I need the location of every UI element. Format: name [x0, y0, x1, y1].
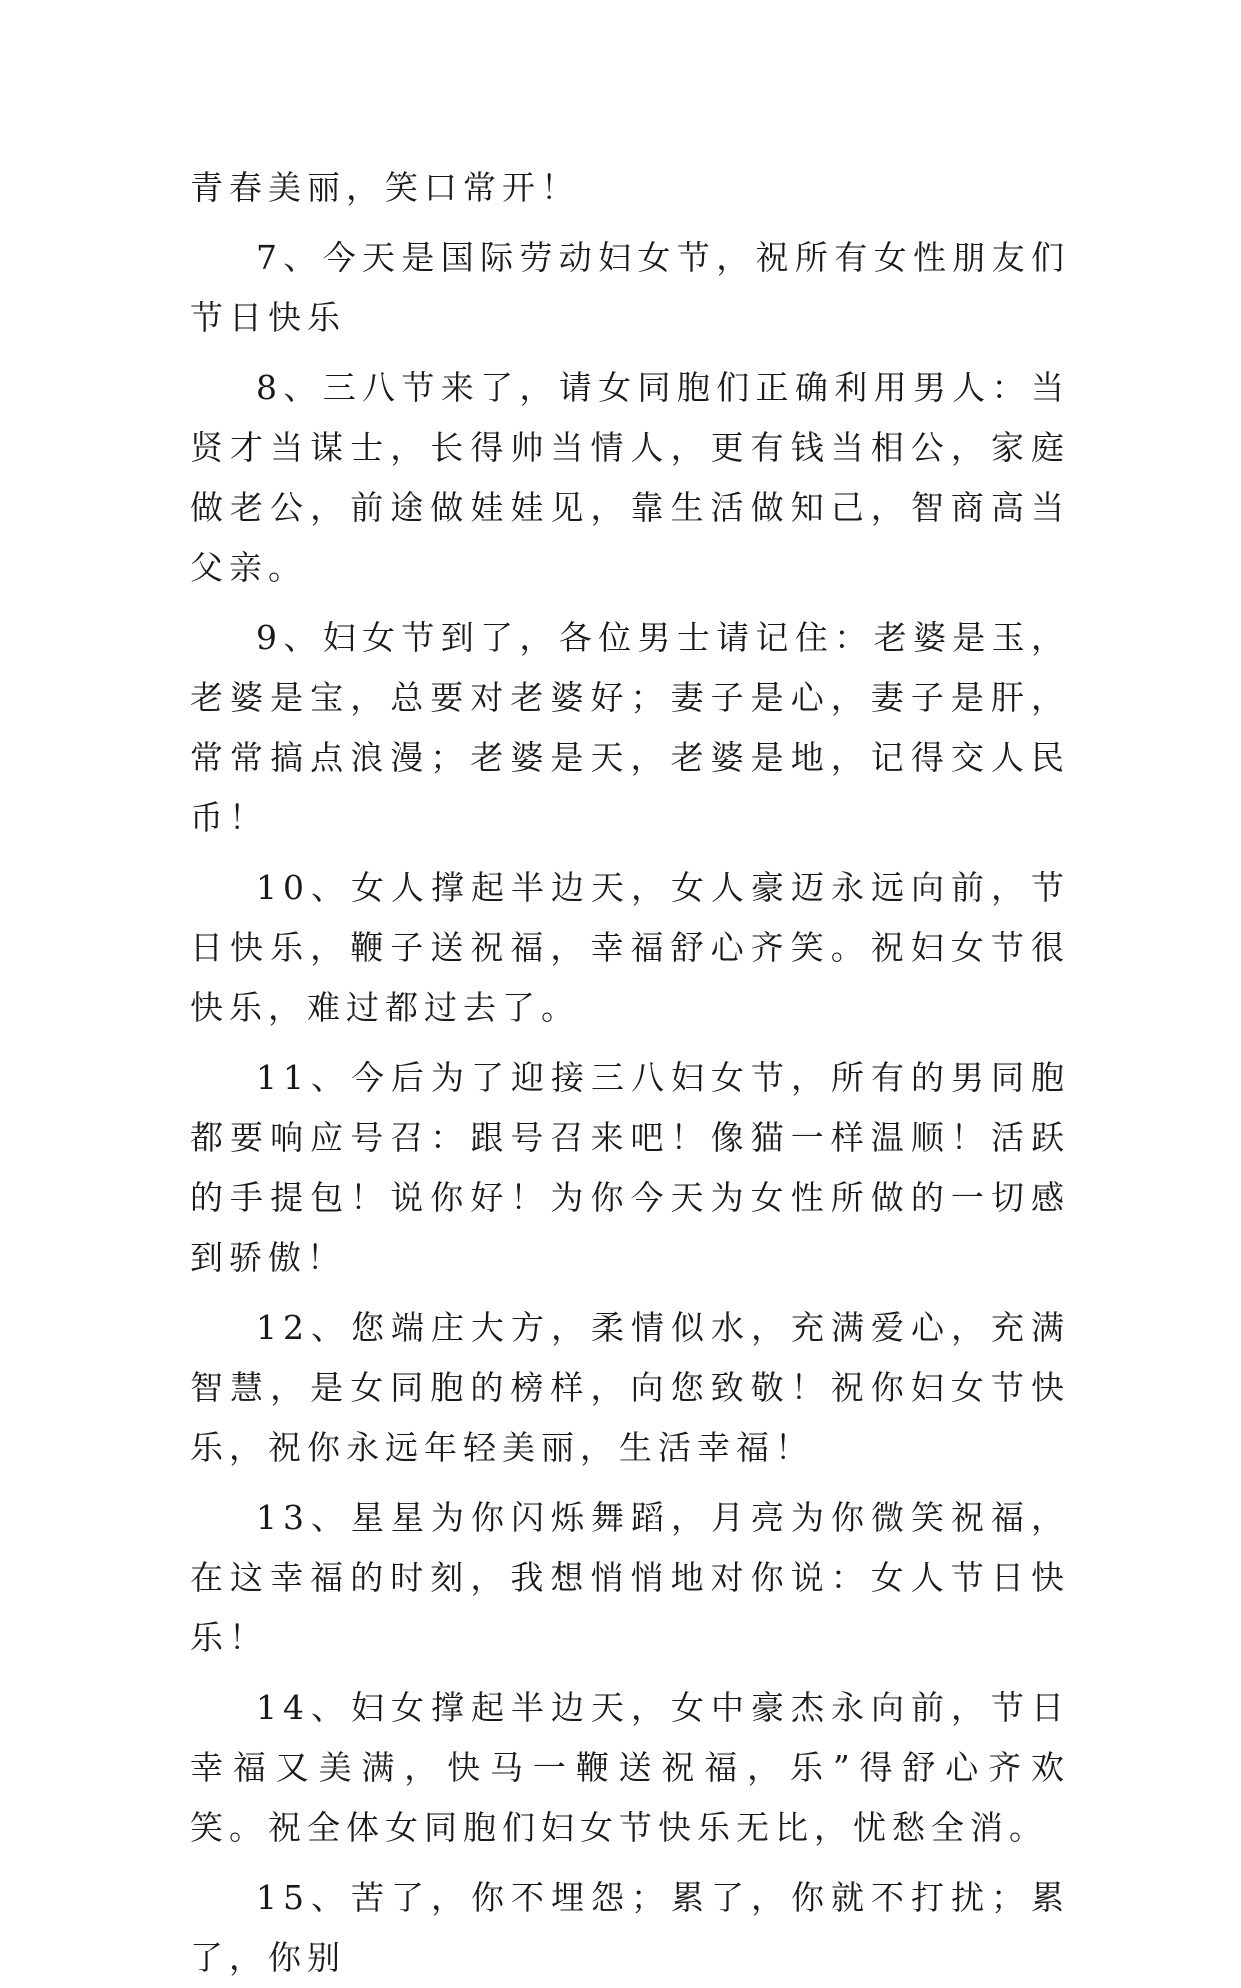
paragraph-item-7: 7、今天是国际劳动妇女节，祝所有女性朋友们节日快乐 — [190, 238, 1070, 337]
paragraph-item-14: 14、妇女撑起半边天，女中豪杰永向前，节日幸福又美满，快马一鞭送祝福，乐”得舒心齐欢笑。祝全体女同胞们妇女节快乐无比，忧愁全消。 — [190, 1688, 1070, 1847]
paragraph-item-8: 8、三八节来了，请女同胞们正确利用男人：当贤才当谋士，长得帅当情人，更有钱当相公，家庭做老公，前途做娃娃见，靠生活做知己，智商高当父亲。 — [190, 368, 1070, 587]
document-body — [190, 158, 1070, 1988]
paragraph-item-12: 12、您端庄大方，柔情似水，充满爱心，充满智慧，是女同胞的榜样，向您致敬！祝你妇女节快乐，祝你永远年轻美丽，生活幸福！ — [190, 1308, 1070, 1467]
paragraph-item-11: 11、今后为了迎接三八妇女节，所有的男同胞都要响应号召：跟号召来吧！像猫一样温顺！活跃的手提包！说你好！为你今天为女性所做的一切感到骄傲！ — [190, 1058, 1070, 1277]
paragraph-item-10: 10、女人撑起半边天，女人豪迈永远向前，节日快乐，鞭子送祝福，幸福舒心齐笑。祝妇女节很快乐，难过都过去了。 — [190, 868, 1070, 1027]
paragraph-item-13: 13、星星为你闪烁舞蹈，月亮为你微笑祝福，在这幸福的时刻，我想悄悄地对你说：女人节日快乐！ — [190, 1498, 1070, 1657]
paragraph-continuation: 青春美丽，笑口常开！ — [190, 168, 580, 207]
paragraph-item-15: 15、苦了，你不埋怨；累了，你就不打扰；累了，你别 — [190, 1878, 1070, 1977]
paragraph-item-9: 9、妇女节到了，各位男士请记住：老婆是玉，老婆是宝，总要对老婆好；妻子是心，妻子是肝，常常搞点浪漫；老婆是天，老婆是地，记得交人民币！ — [190, 618, 1070, 837]
